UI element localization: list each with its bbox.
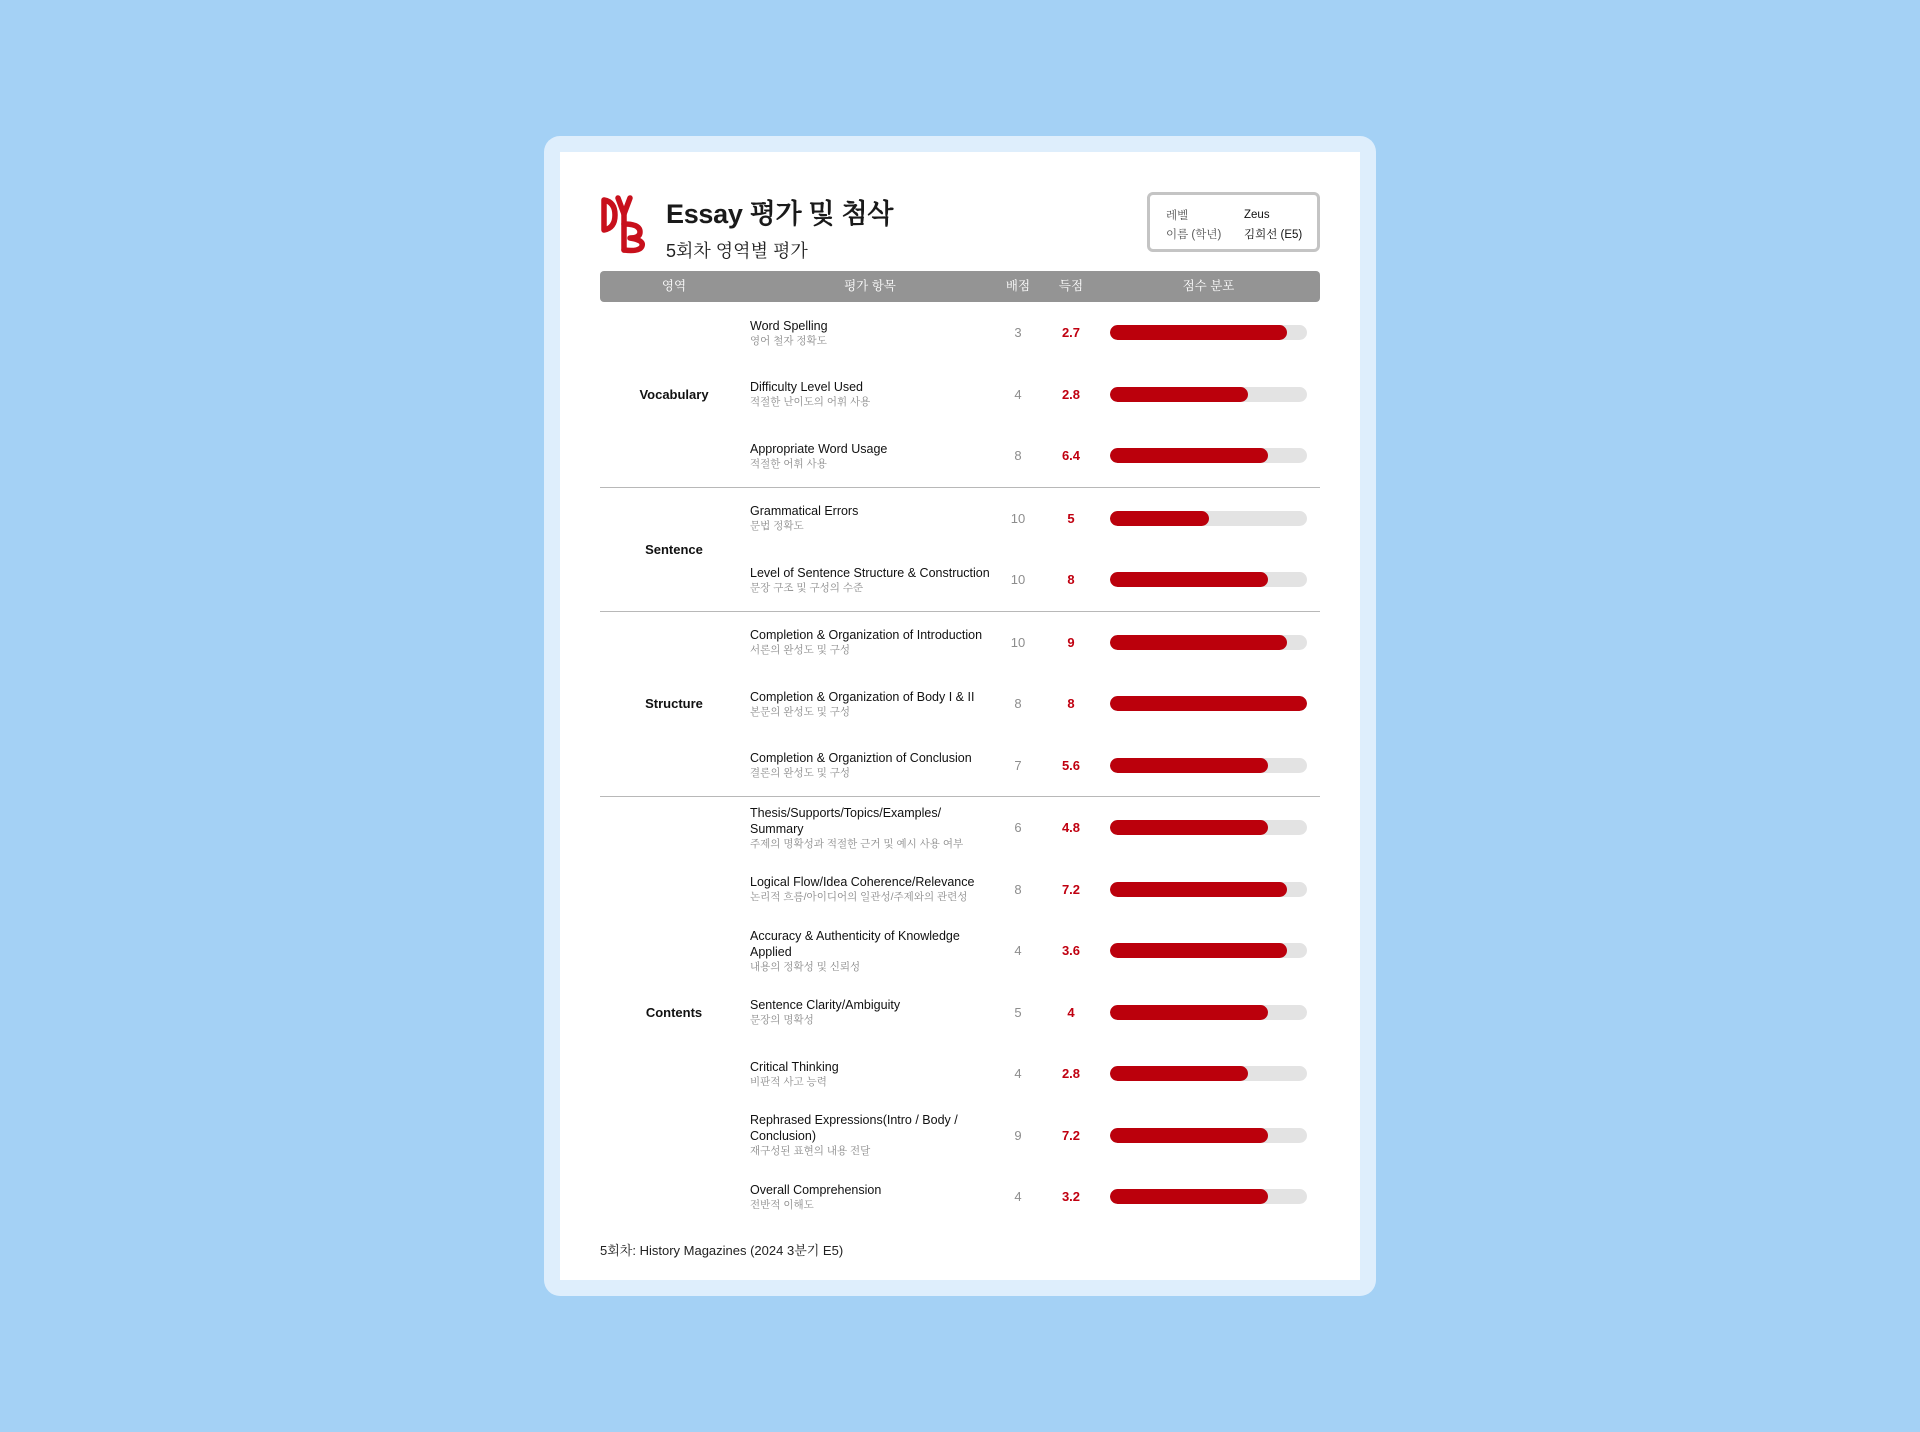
score-bar — [1110, 1189, 1307, 1204]
evaluation-item — [750, 673, 990, 735]
score-table-body — [600, 302, 1320, 1228]
score-bar-fill — [1110, 696, 1307, 711]
item-title-en: Completion & Organiztion of Conclusion — [750, 751, 972, 766]
table-row — [600, 982, 1320, 1044]
score-bar-fill — [1110, 387, 1248, 402]
evaluation-item — [750, 1166, 990, 1228]
earned-score: 4.8 — [1061, 820, 1081, 836]
table-row — [600, 735, 1320, 797]
score-bar — [1110, 758, 1307, 773]
item-title-en: Grammatical Errors — [750, 504, 859, 519]
evaluation-item — [750, 612, 990, 674]
student-info-box — [1147, 192, 1320, 252]
item-title-ko: 적절한 난이도의 어휘 사용 — [750, 396, 871, 409]
item-title-en: Overall Comprehension — [750, 1182, 882, 1197]
earned-score: 8 — [1067, 572, 1075, 588]
item-title-en: Appropriate Word Usage — [750, 441, 888, 456]
score-bar-fill — [1110, 1005, 1268, 1020]
report-subtitle: 5회차 영역별 평가 — [666, 241, 808, 261]
item-title-en: Thesis/Supports/Topics/Examples/ Summary — [750, 805, 942, 836]
item-title-en: Critical Thinking — [750, 1059, 839, 1074]
table-row — [600, 1166, 1320, 1228]
evaluation-item — [750, 488, 990, 550]
score-bar — [1110, 572, 1307, 587]
table-row — [600, 488, 1320, 550]
max-points: 10 — [1010, 572, 1026, 588]
area-group — [600, 302, 1320, 488]
score-bar-fill — [1110, 758, 1268, 773]
earned-score: 2.7 — [1061, 325, 1081, 341]
earned-score: 5 — [1067, 510, 1075, 526]
max-points: 5 — [1014, 1004, 1022, 1020]
max-points: 4 — [1014, 386, 1022, 402]
earned-score: 6.4 — [1061, 448, 1081, 464]
earned-score: 4 — [1067, 1004, 1075, 1020]
table-row — [600, 859, 1320, 921]
area-label: Contents — [645, 1004, 703, 1020]
score-bar — [1110, 448, 1307, 463]
area-label: Structure — [645, 696, 703, 712]
score-bar — [1110, 1128, 1307, 1143]
table-row — [600, 920, 1320, 982]
evaluation-item — [750, 425, 990, 487]
item-title-en: Level of Sentence Structure & Construction — [750, 565, 990, 580]
evaluation-item — [750, 1105, 990, 1167]
score-bar-fill — [1110, 572, 1268, 587]
info-row-name — [1166, 224, 1317, 243]
item-title-ko: 결론의 완성도 및 구성 — [750, 767, 851, 780]
score-bar — [1110, 820, 1307, 835]
item-title-en: Rephrased Expressions(Intro / Body / Conclusion) — [750, 1113, 958, 1144]
evaluation-item — [750, 859, 990, 921]
earned-score: 3.6 — [1061, 943, 1081, 959]
score-bar-fill — [1110, 511, 1209, 526]
max-points: 8 — [1014, 881, 1022, 897]
earned-score: 8 — [1067, 696, 1075, 712]
item-title-ko: 적절한 어휘 사용 — [750, 457, 827, 470]
max-points: 4 — [1014, 1066, 1022, 1082]
item-title-ko: 비판적 사고 능력 — [750, 1075, 827, 1088]
table-row — [600, 302, 1320, 364]
item-title-ko: 문장의 명확성 — [750, 1014, 814, 1027]
max-points: 10 — [1010, 634, 1026, 650]
dyb-logo — [600, 190, 648, 254]
area-group — [600, 612, 1320, 798]
score-bar — [1110, 1005, 1307, 1020]
table-row — [600, 673, 1320, 735]
max-points: 8 — [1014, 448, 1022, 464]
item-title-ko: 문법 정확도 — [750, 520, 804, 533]
item-title-ko: 문장 구조 및 구성의 수준 — [750, 581, 864, 594]
table-row — [600, 425, 1320, 487]
info-label: 이름 (학년) — [1166, 228, 1222, 241]
item-title-ko: 주제의 명확성과 적절한 근거 및 예시 사용 여부 — [750, 837, 964, 850]
evaluation-item — [750, 302, 990, 364]
max-points: 8 — [1014, 696, 1022, 712]
score-bar — [1110, 511, 1307, 526]
evaluation-item — [750, 364, 990, 426]
item-title-ko: 전반적 이해도 — [750, 1198, 814, 1211]
item-title-ko: 본문의 완성도 및 구성 — [750, 705, 851, 718]
score-bar-fill — [1110, 1066, 1248, 1081]
column-header-max: 배점 — [1005, 279, 1031, 293]
table-row — [600, 1105, 1320, 1167]
report-page — [560, 152, 1360, 1280]
score-bar — [1110, 696, 1307, 711]
score-bar — [1110, 325, 1307, 340]
evaluation-item — [750, 735, 990, 797]
column-header-area: 영역 — [661, 279, 687, 293]
evaluation-item — [750, 982, 990, 1044]
score-bar-fill — [1110, 1128, 1268, 1143]
report-header — [600, 190, 1320, 261]
item-title-en: Accuracy & Authenticity of Knowledge Applied — [750, 928, 960, 959]
earned-score: 7.2 — [1061, 881, 1081, 897]
table-row — [600, 612, 1320, 674]
earned-score: 2.8 — [1061, 386, 1081, 402]
document-frame — [544, 136, 1376, 1296]
score-bar-fill — [1110, 943, 1287, 958]
column-header-score: 득점 — [1058, 279, 1084, 293]
item-title-en: Difficulty Level Used — [750, 380, 864, 395]
area-label: Sentence — [645, 541, 703, 557]
score-bar-fill — [1110, 635, 1287, 650]
item-title-ko: 논리적 흐름/아이디어의 일관성/주제와의 관련성 — [750, 891, 968, 904]
item-title-en: Completion & Organization of Body I & II — [750, 689, 975, 704]
report-title: Essay 평가 및 첨삭 — [666, 199, 894, 229]
max-points: 6 — [1014, 820, 1022, 836]
evaluation-item — [750, 920, 990, 982]
item-title-en: Word Spelling — [750, 318, 828, 333]
max-points: 9 — [1014, 1127, 1022, 1143]
item-title-ko: 내용의 정확성 및 신뢰성 — [750, 960, 861, 973]
area-label: Vocabulary — [639, 386, 709, 402]
info-value: Zeus — [1244, 208, 1270, 221]
item-title-en: Logical Flow/Idea Coherence/Relevance — [750, 875, 975, 890]
evaluation-item — [750, 549, 990, 611]
score-bar-fill — [1110, 448, 1268, 463]
table-row — [600, 364, 1320, 426]
score-bar — [1110, 387, 1307, 402]
area-group — [600, 797, 1320, 1228]
table-row — [600, 549, 1320, 611]
max-points: 4 — [1014, 1189, 1022, 1205]
max-points: 4 — [1014, 943, 1022, 959]
table-row — [600, 1043, 1320, 1105]
evaluation-item — [750, 797, 990, 859]
score-bar-fill — [1110, 882, 1287, 897]
earned-score: 2.8 — [1061, 1066, 1081, 1082]
score-bar — [1110, 1066, 1307, 1081]
table-row — [600, 797, 1320, 859]
max-points: 3 — [1014, 325, 1022, 341]
info-label: 레벨 — [1166, 209, 1189, 222]
title-block — [666, 192, 893, 263]
info-row-level — [1166, 205, 1317, 224]
item-title-ko: 영어 철자 정확도 — [750, 334, 827, 347]
score-bar-fill — [1110, 820, 1268, 835]
earned-score: 7.2 — [1061, 1127, 1081, 1143]
score-bar — [1110, 943, 1307, 958]
info-value: 김희선 (E5) — [1244, 228, 1303, 241]
footer-note: 5회차: History Magazines (2024 3분기 E5) — [600, 1243, 844, 1258]
item-title-ko: 서론의 완성도 및 구성 — [750, 644, 851, 657]
score-bar — [1110, 882, 1307, 897]
max-points: 10 — [1010, 510, 1026, 526]
score-bar-fill — [1110, 325, 1287, 340]
item-title-en: Sentence Clarity/Ambiguity — [750, 998, 901, 1013]
score-bar-fill — [1110, 1189, 1268, 1204]
area-group — [600, 488, 1320, 612]
earned-score: 9 — [1067, 634, 1075, 650]
column-header-distribution: 점수 분포 — [1182, 279, 1235, 293]
column-header-item: 평가 항목 — [844, 279, 896, 293]
score-bar — [1110, 635, 1307, 650]
earned-score: 5.6 — [1061, 757, 1081, 773]
table-header — [600, 271, 1320, 302]
evaluation-item — [750, 1043, 990, 1105]
item-title-ko: 재구성된 표현의 내용 전달 — [750, 1145, 871, 1158]
max-points: 7 — [1014, 757, 1022, 773]
item-title-en: Completion & Organization of Introduction — [750, 628, 983, 643]
earned-score: 3.2 — [1061, 1189, 1081, 1205]
